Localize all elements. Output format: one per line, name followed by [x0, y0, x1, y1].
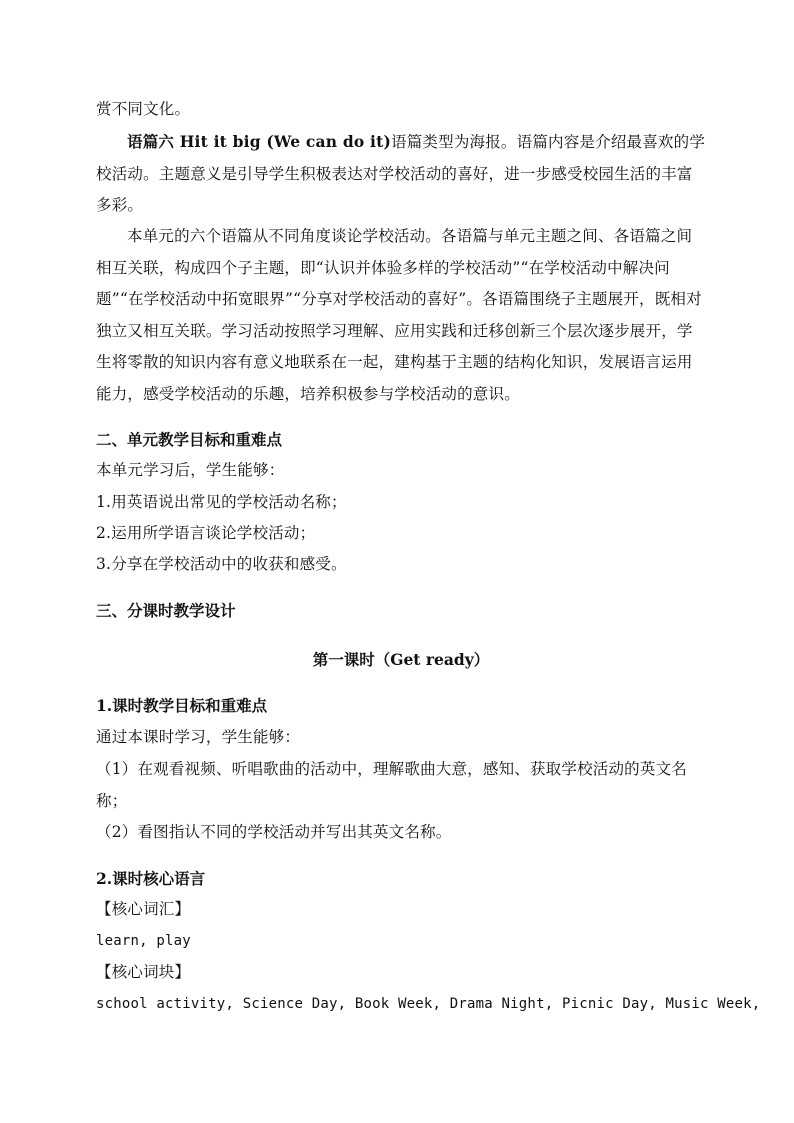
paragraph-continued: 赏不同文化。	[96, 100, 191, 118]
unit-goal-item: 2.运用所学语言谈论学校活动；	[96, 524, 316, 542]
core-vocabulary-label: 【核心词汇】	[96, 900, 191, 918]
core-chunks: school activity, Science Day, Book Week, Drama Night, Picnic Day, Music Week,	[96, 996, 761, 1012]
lesson-goal-item: （1）在观看视频、听唱歌曲的活动中，理解歌曲大意，感知、获取学校活动的英文名称；	[96, 760, 687, 810]
paragraph-text-six	[96, 126, 706, 222]
lesson-title: 第一课时（Get ready）	[312, 650, 490, 669]
unit-goal-item: 1.用英语说出常见的学校活动名称；	[96, 493, 347, 511]
core-vocabulary: learn, play	[96, 933, 191, 949]
unit-goals-intro: 本单元学习后，学生能够：	[96, 461, 285, 479]
lesson-goal-item: （2）看图指认不同的学校活动并写出其英文名称。	[96, 823, 452, 841]
core-language-heading: 2.课时核心语言	[96, 869, 206, 888]
section-heading-lesson-design: 三、分课时教学设计	[96, 601, 236, 620]
text-six-title: 语篇六 Hit it big (We can do it)	[127, 132, 392, 151]
lesson-goals-heading: 1.课时教学目标和重难点	[96, 696, 268, 715]
core-chunks-label: 【核心词块】	[96, 963, 191, 981]
section-heading-unit-goals: 二、单元教学目标和重难点	[96, 430, 283, 449]
paragraph-unit-overview: 本单元的六个语篇从不同角度谈论学校活动。各语篇与单元主题之间、各语篇之间相互关联，构成四个子主题，即“认识并体验多样的学校活动”“在学校活动中解决问题”“在学校活动中拓宽眼界”“分享对学校活动的喜好”。各语篇围绕子主题展开，既相对独立又相互关联。学习活动按照学习理解、应用实践和迁移创新三个层次逐步展开，学生将零散的知识内容有意义地联系在一起，建构基于主题的结构化知识，发展语言运用能力，感受学校活动的乐趣，培养积极参与学校活动的意识。	[96, 227, 702, 403]
lesson-goals-intro: 通过本课时学习，学生能够：	[96, 728, 301, 746]
text-six-description: 语篇类型为海报。语篇内容是介绍最喜欢的学校活动。主题意义是引导学生积极表达对学校活动的喜好，进一步感受校园生活的丰富多彩。	[96, 133, 706, 215]
unit-goal-item: 3.分享在学校活动中的收获和感受。	[96, 555, 347, 573]
